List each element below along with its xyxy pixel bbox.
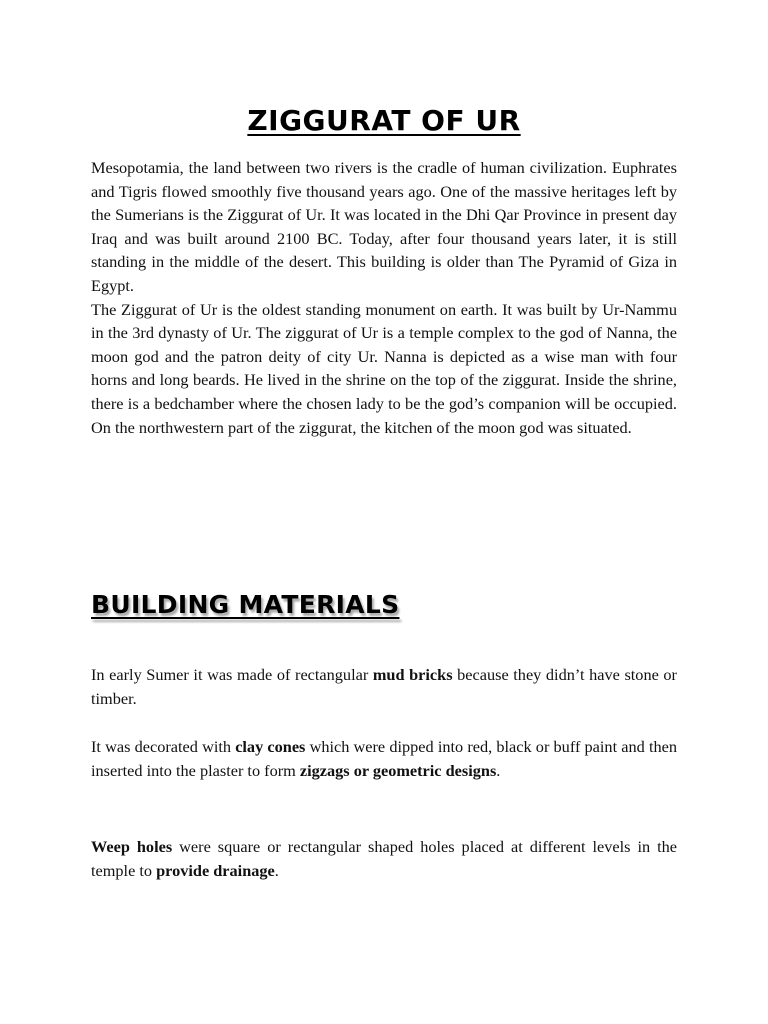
- intro-paragraph: The Ziggurat of Ur is the oldest standing monument on earth. It was built by Ur-Nammu in the 3rd dynasty of Ur. The ziggurat of Ur is a temple complex to the god of Nanna, the moon god and the patron deity of city Ur. Nanna is depicted as a wise man with four horns and long beards. He lived in the shrine on the top of the ziggurat. Inside the shrine, there is a bedchamber where the chosen lady to be the god’s companion will be occupied. On the northwestern part of the ziggurat, the kitchen of the moon god was situated.: [91, 299, 677, 437]
- paragraph-text: In early Sumer it was made of rectangular: [91, 665, 373, 684]
- emphasis-text: provide drainage: [156, 860, 275, 880]
- materials-paragraph-weep-holes: [91, 835, 677, 882]
- emphasis-text: Weep holes: [91, 837, 173, 856]
- section-heading: BUILDING MATERIALS: [91, 590, 400, 619]
- paragraph-text: .: [274, 860, 279, 880]
- materials-paragraph-mud-bricks: [91, 663, 677, 710]
- paragraph-text: because they didn’t have stone or timber.: [91, 665, 677, 708]
- paragraph-text: .: [496, 760, 501, 780]
- emphasis-text: clay cones: [235, 737, 306, 756]
- emphasis-text: mud bricks: [372, 665, 453, 684]
- intro-paragraph: Mesopotamia, the land between two rivers is the cradle of human civilization. Euphrates and Tigris flowed smoothly five thousand years ago. One of the massive heritages left by the Sumerians is the Ziggurat of Ur. It was located in the Dhi Qar Province in present day Iraq and was built around 2100 BC. Today, after four thousand years later, it is still standing in the middle of the desert. This building is older than The Pyramid of Giza in Egypt.: [91, 158, 677, 295]
- document-title: ZIGGURAT OF UR: [247, 104, 521, 137]
- paragraph-text: It was decorated with: [91, 737, 236, 756]
- paragraph-text: which were dipped into red, black or buff paint and then inserted into the plaster to form: [91, 737, 677, 780]
- materials-paragraph-clay-cones: [91, 735, 677, 782]
- emphasis-text: zigzags or geometric designs: [299, 760, 497, 780]
- intro-section: [91, 156, 677, 439]
- paragraph-text: were square or rectangular shaped holes placed at different levels in the temple to: [91, 837, 678, 880]
